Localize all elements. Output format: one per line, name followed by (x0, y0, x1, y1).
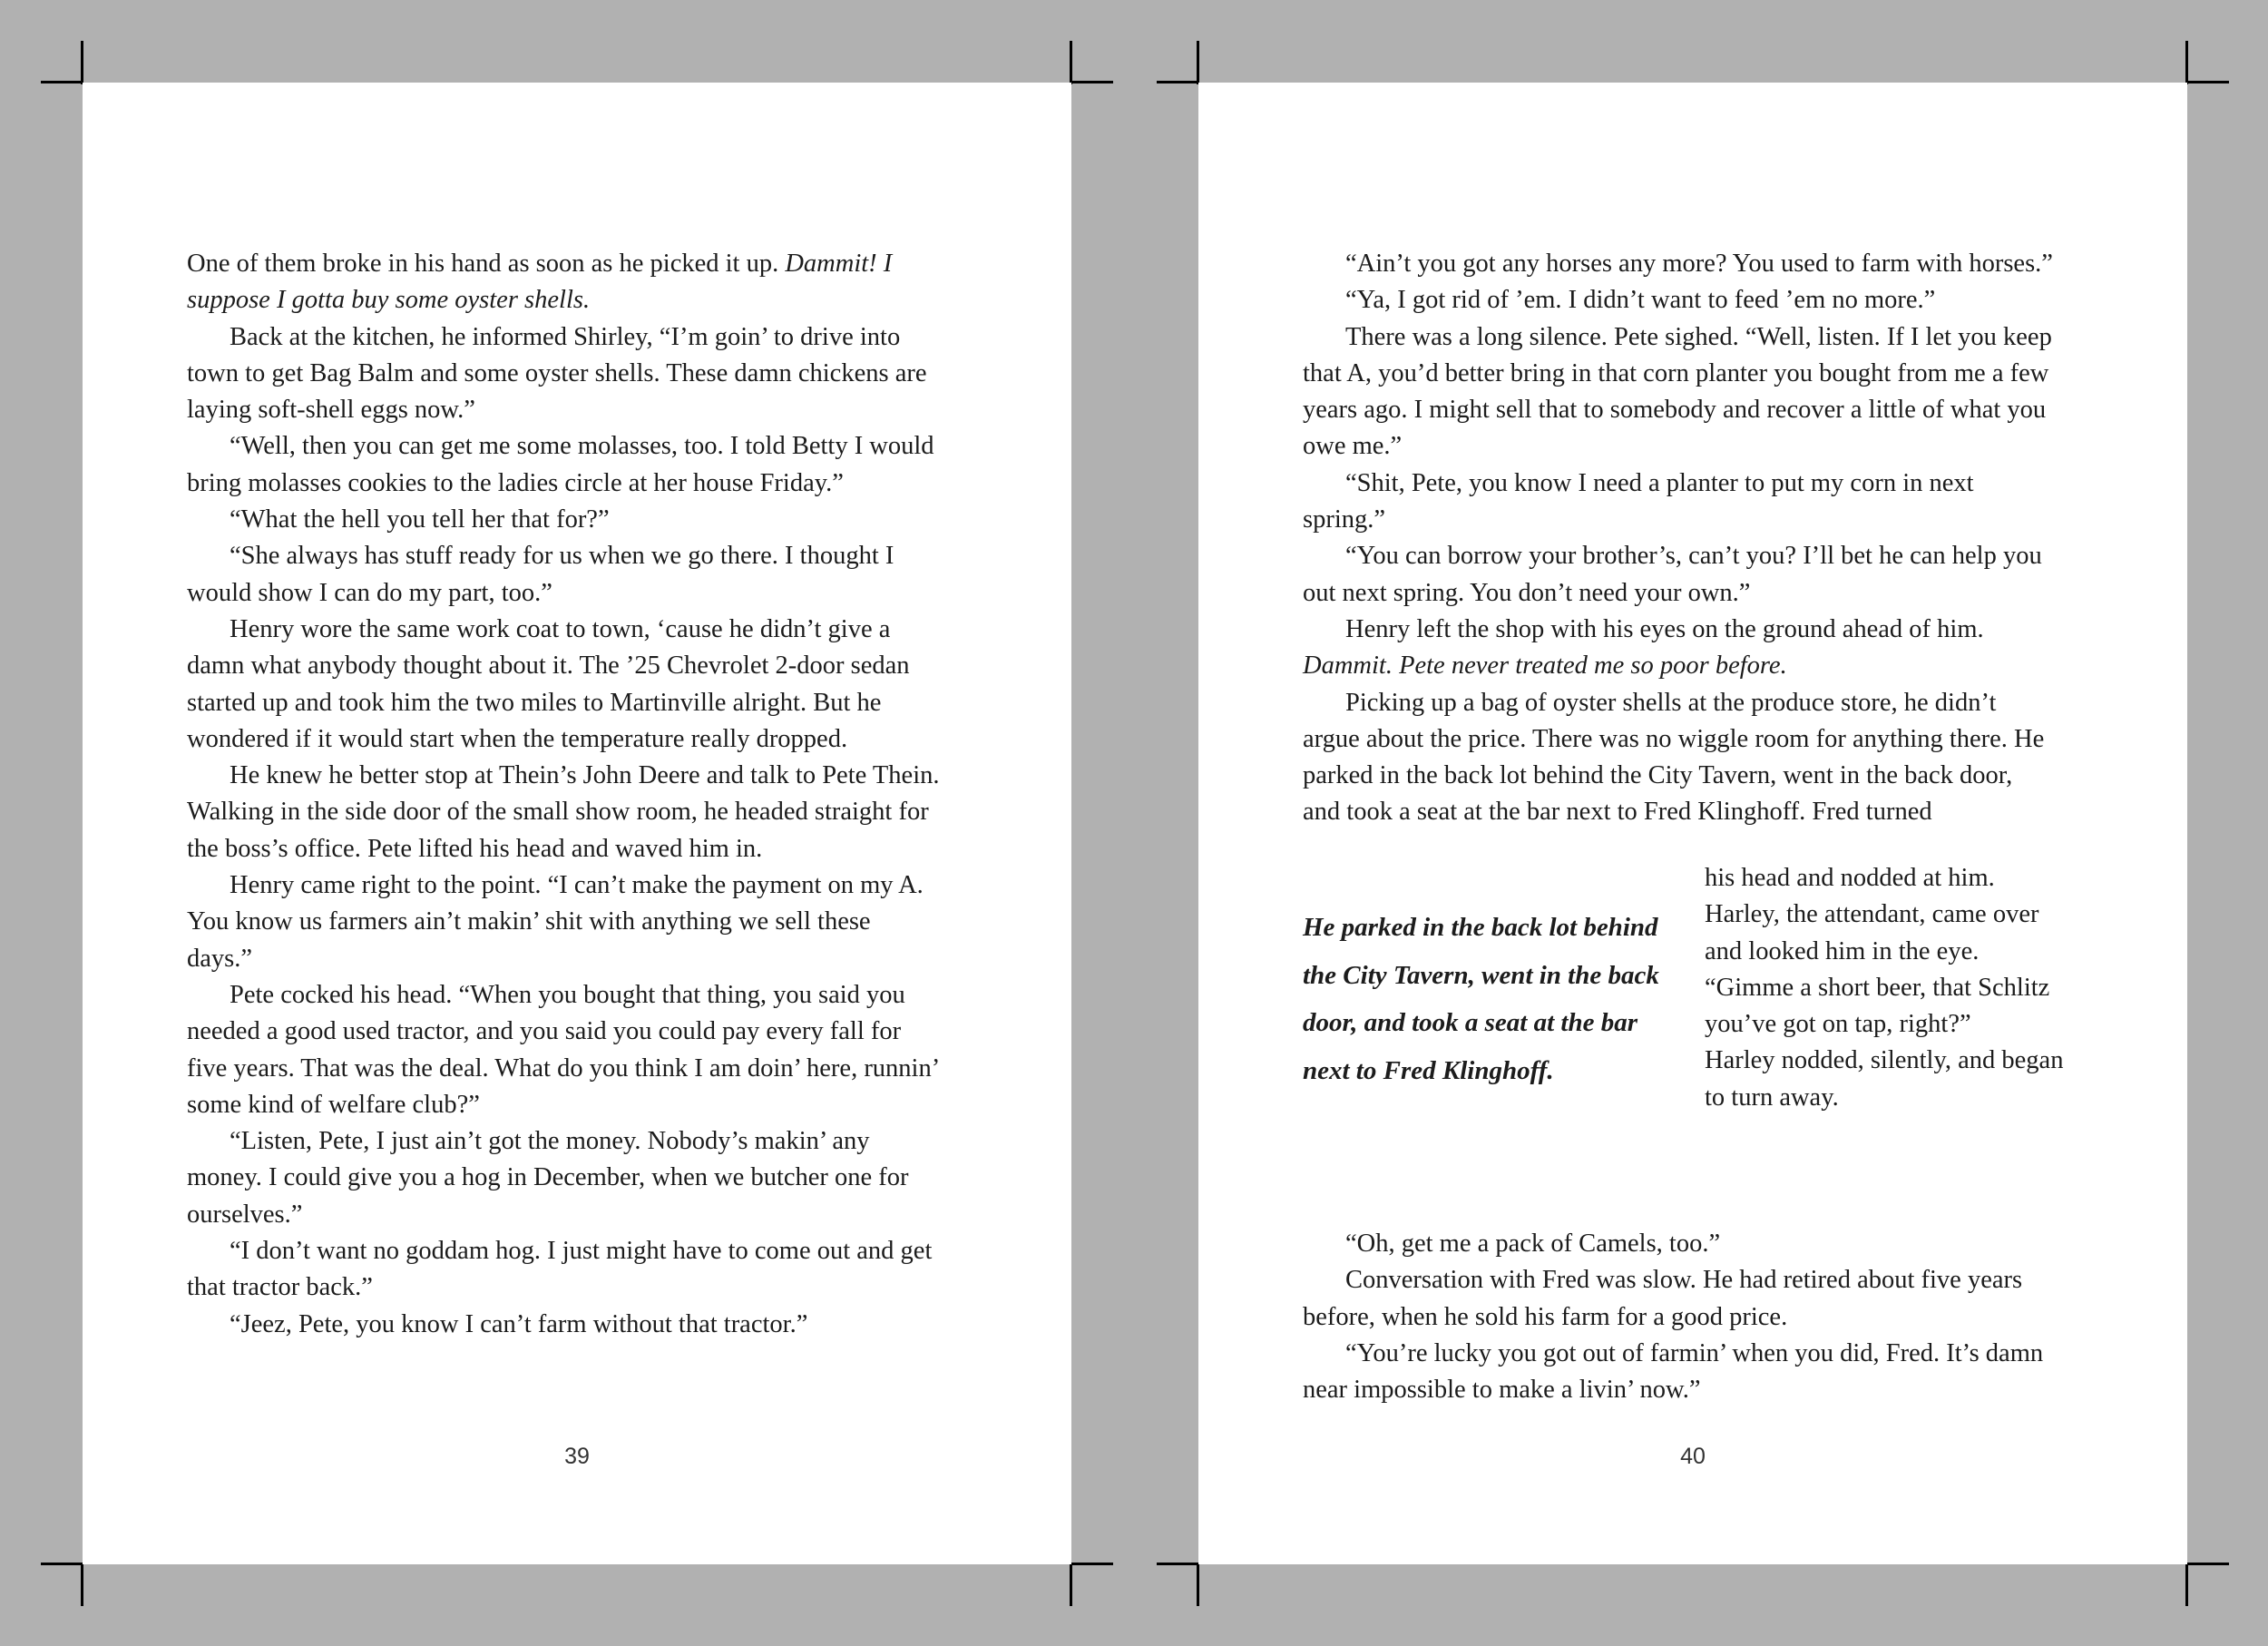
paragraph: “You can borrow your brother’s, can’t you? I’ll bet he can help you out next spring. You don’t need your own.” (1303, 542, 2042, 607)
paragraph: Back at the kitchen, he informed Shirley, “I’m goin’ to drive into town to get Bag Balm and some oyster shells. These damn chickens are laying soft-shell eggs now.” (187, 322, 927, 425)
crop-mark (2187, 81, 2229, 83)
narrow-line: Harley nodded, silently, and began to turn away. (1705, 1046, 2064, 1112)
crop-mark (81, 41, 83, 84)
narrow-line: “Gimme a short beer, that Schlitz you’ve got on tap, right?” (1705, 973, 2050, 1039)
paragraph: “What the hell you tell her that for?” (230, 505, 610, 534)
crop-mark (2185, 41, 2188, 84)
paragraph (1303, 648, 2056, 684)
paragraph: Henry came right to the point. “I can’t make the payment on my A. You know us farmers ain’t makin’ shit with anything we sell these days.” (187, 871, 924, 973)
paragraph: Conversation with Fred was slow. He had retired about five years before, when he sold his farm for a good price. (1303, 1266, 2023, 1331)
paragraph: Picking up a bag of oyster shells at the produce store, he didn’t argue about the price. There was no wiggle room for anything there. He parked in the back lot behind the City Tavern, went in the back door, and took a seat at the bar next to Fred Klinghoff. Fred turned (1303, 688, 2045, 827)
paragraph: “Ya, I got rid of ’em. I didn’t want to feed ’em no more.” (1345, 286, 1936, 315)
paragraph: “Ain’t you got any horses any more? You used to farm with horses.” (1345, 250, 2053, 278)
paragraph: Henry wore the same work coat to town, ‘cause he didn’t give a damn what anybody thought about it. The ’25 Chevrolet 2-door sedan started up and took him the two miles to Martinville alright. But he wondered if it would start when the temperature really dropped. (187, 614, 910, 753)
paragraph: There was a long silence. Pete sighed. “Well, listen. If I let you keep that A, you’d better bring in that corn planter you bought from me a few years ago. I might sell that to somebody and recover a little of what you owe me.” (1303, 322, 2052, 461)
crop-mark (1197, 41, 1199, 84)
paragraph: “She always has stuff ready for us when we go there. I thought I would show I can do my part, too.” (187, 542, 894, 607)
crop-mark (2187, 1563, 2229, 1565)
paragraph: “Oh, get me a pack of Camels, too.” (1345, 1230, 1721, 1258)
italic-thought: Dammit! I suppose I gotta buy some oyster shells. (187, 250, 893, 315)
left-page (83, 83, 1071, 1564)
narrow-text-column (1705, 860, 2068, 1116)
crop-mark (1071, 81, 1113, 83)
page-number: 39 (564, 1444, 590, 1469)
crop-mark (1197, 1563, 1199, 1606)
crop-mark (1157, 1563, 1198, 1565)
crop-mark (1070, 41, 1072, 84)
paragraph: He knew he better stop at Thein’s John Deere and talk to Pete Thein. Walking in the side door of the small show room, he headed straight for the boss’s office. Pete lifted his head and waved him in. (187, 761, 940, 863)
right-page (1198, 83, 2187, 1564)
paragraph: Pete cocked his head. “When you bought that thing, you said you needed a good used tractor, and you said you could pay every fall for five years. That was the deal. What do you think I am doin’ here, runnin’ some kind of welfare club?” (187, 980, 939, 1119)
paragraph: Henry left the shop with his eyes on the ground ahead of him. (1345, 614, 1984, 643)
narrow-line: Harley, the attendant, came over and looked him in the eye. (1705, 900, 2039, 965)
crop-mark (41, 1563, 83, 1565)
crop-mark (2185, 1563, 2188, 1606)
paragraph: “Jeez, Pete, you know I can’t farm without that tractor.” (230, 1309, 808, 1338)
pull-quote: He parked in the back lot behind the City Tavern, went in the back door, and took a seat at the bar next to Fred Klinghoff. (1303, 913, 1659, 1085)
italic-thought: Dammit. Pete never treated me so poor before. (1303, 652, 1787, 681)
right-page-body-top (1303, 246, 2056, 831)
crop-mark (1070, 1563, 1072, 1606)
crop-mark (1157, 81, 1198, 83)
crop-mark (41, 81, 83, 83)
paragraph: “Shit, Pete, you know I need a planter to put my corn in next spring.” (1303, 468, 1974, 534)
page-number: 40 (1680, 1444, 1706, 1469)
crop-mark (81, 1563, 83, 1606)
paragraph: One of them broke in his hand as soon as he picked it up. Dammit! I suppose I gotta buy some oyster shells. (187, 250, 893, 315)
paragraph: “I don’t want no goddam hog. I just might have to come out and get that tractor back.” (187, 1237, 933, 1302)
paragraph: “Listen, Pete, I just ain’t got the money. Nobody’s makin’ any money. I could give you a hog in December, when we butcher one for ourselves.” (187, 1127, 909, 1229)
paragraph: “You’re lucky you got out of farmin’ when you did, Fred. It’s damn near impossible to make a livin’ now.” (1303, 1338, 2044, 1405)
paragraph: “Well, then you can get me some molasses, too. I told Betty I would bring molasses cookies to the ladies circle at her house Friday.” (187, 432, 934, 497)
left-page-body (187, 246, 940, 1343)
narrow-line: his head and nodded at him. (1705, 864, 1995, 892)
crop-mark (1071, 1563, 1113, 1565)
right-page-body-bottom (1303, 1226, 2056, 1408)
